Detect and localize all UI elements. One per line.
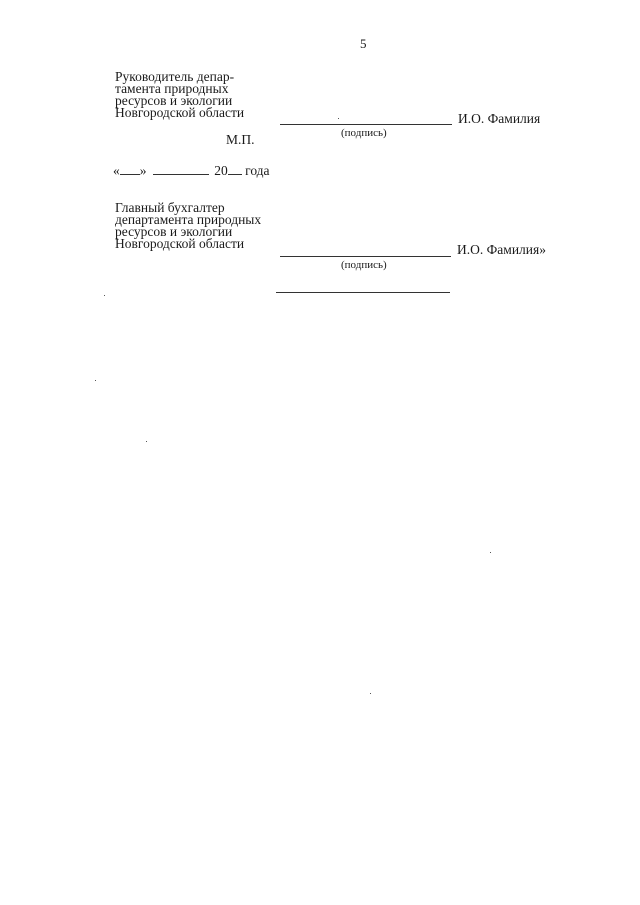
year-blank xyxy=(228,163,242,175)
accountant-position-title: Главный бухгалтер департамента природных ресурсов и экологии Новгородской области xyxy=(115,200,262,251)
day-blank xyxy=(120,163,140,175)
accountant-signature-caption: (подпись) xyxy=(341,259,387,271)
year-suffix: года xyxy=(245,163,270,178)
stamp-place-label: М.П. xyxy=(226,132,255,147)
head-signature-caption: (подпись) xyxy=(341,127,387,139)
scan-speck xyxy=(370,693,371,694)
scan-speck xyxy=(146,441,147,442)
closing-rule xyxy=(276,292,450,293)
date-line xyxy=(113,163,270,179)
scan-speck xyxy=(104,295,105,296)
head-name: И.О. Фамилия xyxy=(458,111,541,126)
scan-speck xyxy=(95,380,96,381)
scan-speck xyxy=(490,552,491,553)
page-number: 5 xyxy=(360,36,367,51)
date-close-quote: » xyxy=(139,163,147,178)
month-blank xyxy=(153,163,209,175)
year-prefix: 20 xyxy=(214,163,228,178)
date-open-quote: « xyxy=(113,163,120,178)
scan-speck xyxy=(338,118,339,119)
accountant-name: И.О. Фамилия» xyxy=(457,242,546,257)
head-signature-line xyxy=(280,124,452,125)
head-position-title: Руководитель депар- тамента природных ресурсов и экологии Новгородской области xyxy=(115,69,245,120)
accountant-signature-line xyxy=(280,256,451,257)
